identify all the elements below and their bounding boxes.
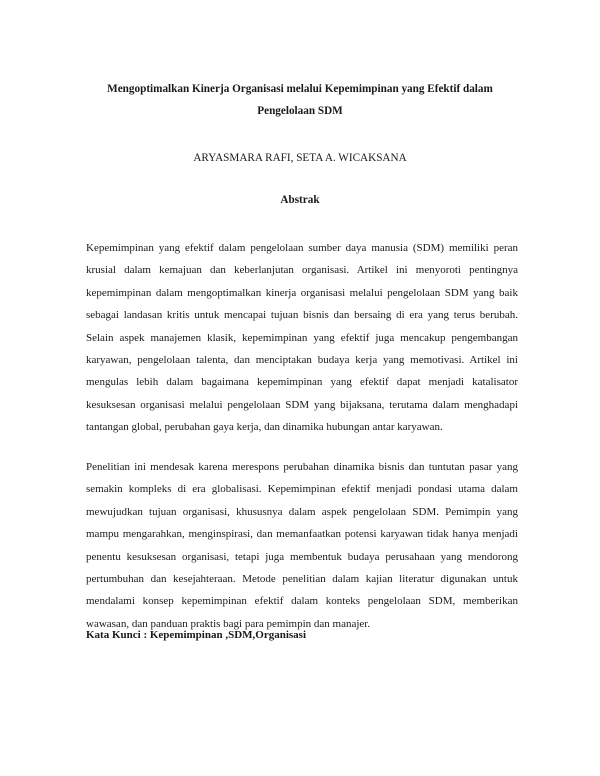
paper-authors: ARYASMARA RAFI, SETA A. WICAKSANA xyxy=(193,152,407,164)
paper-title: Mengoptimalkan Kinerja Organisasi melalui Kepemimpinan yang Efektif dalam Pengelolaan SDM xyxy=(107,83,493,117)
abstract-paragraph-2: Penelitian ini mendesak karena merespons perubahan dinamika bisnis dan tuntutan pasar yang semakin kompleks di era globalisasi. Kepemimpinan efektif menjadi pondasi utama dalam mewujudkan tujuan organisasi, khususnya dalam aspek pengelolaan SDM. Pemimpin yang mampu mengarahkan, menginspirasi, dan memanfaatkan potensi karyawan tidak hanya menjadi penentu kesuksesan organisasi, tetapi juga membentuk budaya perusahaan yang mendorong pertumbuhan dan kesejahteraan. Metode penelitian dalam kajian literatur digunakan untuk mendalami konsep kepemimpinan efektif dalam konteks pengelolaan SDM, memberikan wawasan, dan panduan praktis bagi para pemimpin dan manajer. xyxy=(86,461,518,630)
abstract-heading: Abstrak xyxy=(280,194,320,206)
keywords: Kata Kunci : Kepemimpinan ,SDM,Organisasi xyxy=(86,629,307,641)
abstract-paragraph-1: Kepemimpinan yang efektif dalam pengelolaan sumber daya manusia (SDM) memiliki peran krusial dalam kemajuan dan keberlanjutan organisasi. Artikel ini menyoroti pentingnya kepemimpinan dalam mengoptimalkan kinerja organisasi melalui pengelolaan SDM yang baik sebagai landasan kritis untuk mencapai tujuan bisnis dan bersaing di era yang terus berubah. Selain aspek manajemen klasik, kepemimpinan yang efektif juga mencakup pengembangan karyawan, pengelolaan talenta, dan menciptakan budaya kerja yang memotivasi. Artikel ini mengulas lebih dalam bagaimana kepemimpinan yang efektif dapat menjadi katalisator kesuksesan organisasi melalui pengelolaan SDM yang bijaksana, terutama dalam menghadapi tantangan global, perubahan gaya kerja, dan dinamika hubungan antar karyawan. xyxy=(86,242,518,434)
